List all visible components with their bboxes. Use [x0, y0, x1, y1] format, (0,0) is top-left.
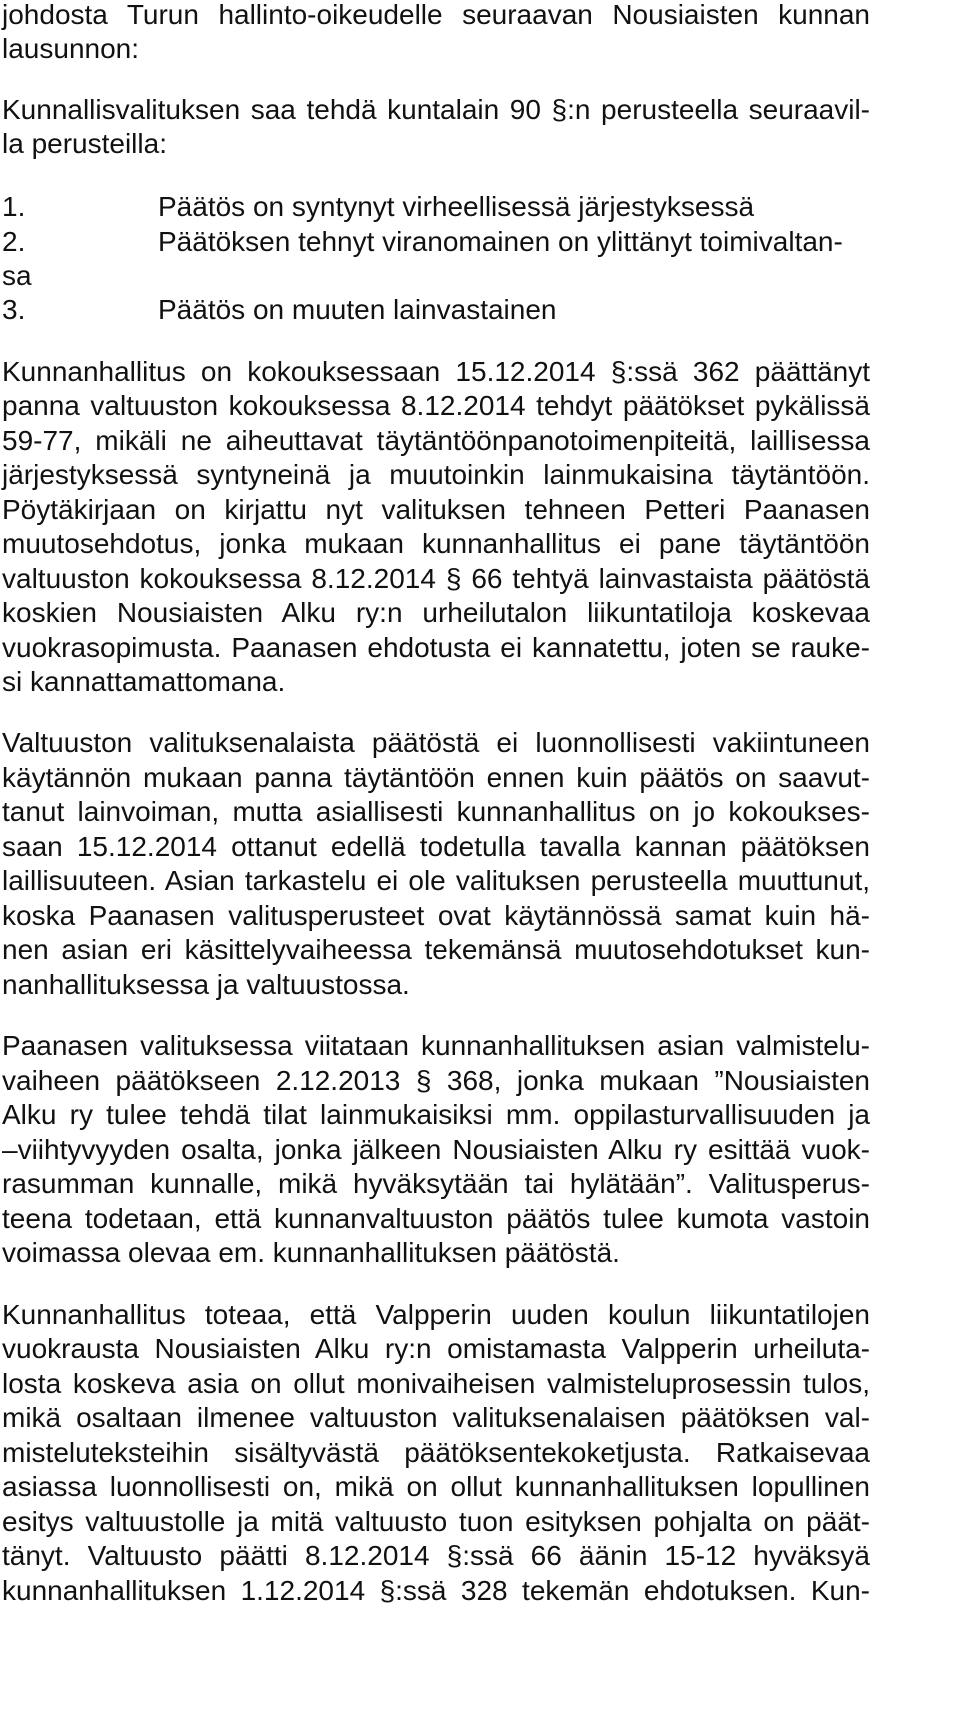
paragraph-line: järjestyksessä syntyneinä ja muutoinkin lainmukaisina täytäntöön. — [2, 459, 870, 490]
list-number: 2. — [2, 226, 26, 257]
paragraph-line: la perusteilla: — [2, 128, 167, 159]
paragraph-line: Paanasen valituksessa viitataan kunnanhallituksen asian valmistelu- — [2, 1030, 870, 1061]
paragraph-line: 59-77, mikäli ne aiheuttavat täytäntöönpanotoimenpiteitä, laillisessa — [2, 425, 870, 456]
paragraph-line: nen asian eri käsittelyvaiheessa tekemänsä muutosehdotukset kun- — [2, 934, 870, 965]
list-item-text: Päätöksen tehnyt viranomainen on ylittänyt toimivaltan- — [158, 226, 843, 257]
list-item-continuation: sa — [2, 260, 32, 291]
paragraph-line: Pöytäkirjaan on kirjattu nyt valituksen tehneen Petteri Paanasen — [2, 494, 870, 525]
list-number: 1. — [2, 191, 26, 222]
paragraph-line: nanhallituksessa ja valtuustossa. — [2, 969, 410, 1000]
paragraph-line: tanut lainvoiman, mutta asiallisesti kunnanhallitus on jo kokoukses- — [2, 796, 870, 827]
paragraph-line: Kunnallisvalituksen saa tehdä kuntalain 90 §:n perusteella seuraavil- — [2, 94, 870, 125]
paragraph-line: mikä osaltaan ilmenee valtuuston valituksenalaisen päätöksen val- — [2, 1402, 870, 1433]
paragraph-line: lausunnon: — [2, 33, 140, 64]
paragraph-line: muutosehdotus, jonka mukaan kunnanhallitus ei pane täytäntöön — [2, 528, 870, 559]
list-item-text: Päätös on muuten lainvastainen — [158, 294, 557, 325]
paragraph-line: valtuuston kokouksessa 8.12.2014 § 66 tehtyä lainvastaista päätöstä — [2, 563, 870, 594]
paragraph-line: Alku ry tulee tehdä tilat lainmukaisiksi mm. oppilasturvallisuuden ja — [2, 1099, 870, 1130]
paragraph-line: vuokrasopimusta. Paanasen ehdotusta ei kannatettu, joten se rauke- — [2, 632, 870, 663]
paragraph-line: koskien Nousiaisten Alku ry:n urheilutalon liikuntatiloja koskevaa — [2, 597, 870, 628]
paragraph-line: johdosta Turun hallinto-oikeudelle seuraavan Nousiaisten kunnan — [2, 0, 870, 30]
paragraph-line: losta koskeva asia on ollut monivaiheisen valmisteluprosessin tulos, — [2, 1368, 870, 1399]
list-item-text: Päätös on syntynyt virheellisessä järjestyksessä — [158, 191, 755, 222]
paragraph-line: Kunnanhallitus toteaa, että Valpperin uuden koulun liikuntatilojen — [2, 1299, 870, 1330]
paragraph-line: saan 15.12.2014 ottanut edellä todetulla tavalla kannan päätöksen — [2, 831, 870, 862]
paragraph-line: esitys valtuustolle ja mitä valtuusto tuon esityksen pohjalta on päät- — [2, 1506, 870, 1537]
paragraph-line: laillisuuteen. Asian tarkastelu ei ole valituksen perusteella muuttunut, — [2, 865, 870, 896]
paragraph-line: Kunnanhallitus on kokouksessaan 15.12.2014 §:ssä 362 päättänyt — [2, 356, 870, 387]
paragraph-line: tänyt. Valtuusto päätti 8.12.2014 §:ssä 66 äänin 15-12 hyväksyä — [2, 1540, 870, 1571]
paragraph-line: Valtuuston valituksenalaista päätöstä ei luonnollisesti vakiintuneen — [2, 727, 870, 758]
paragraph-line: teena todetaan, että kunnanvaltuuston päätös tulee kumota vastoin — [2, 1203, 870, 1234]
paragraph-line: vaiheen päätökseen 2.12.2013 § 368, jonka mukaan ”Nousiaisten — [2, 1065, 870, 1096]
paragraph-line: kunnanhallituksen 1.12.2014 §:ssä 328 tekemän ehdotuksen. Kun- — [2, 1575, 870, 1606]
paragraph-line: käytännön mukaan panna täytäntöön ennen kuin päätös on saavut- — [2, 762, 870, 793]
paragraph-line: si kannattamattomana. — [2, 666, 286, 697]
paragraph-line: rasumman kunnalle, mikä hyväksytään tai hylätään”. Valitusperus- — [2, 1168, 870, 1199]
paragraph-line: misteluteksteihin sisältyvästä päätöksentekoketjusta. Ratkaisevaa — [2, 1437, 870, 1468]
paragraph-line: panna valtuuston kokouksessa 8.12.2014 tehdyt päätökset pykälissä — [2, 390, 870, 421]
list-number: 3. — [2, 294, 26, 325]
paragraph-line: –viihtyvyyden osalta, jonka jälkeen Nousiaisten Alku ry esittää vuok- — [2, 1134, 870, 1165]
paragraph-line: voimassa olevaa em. kunnanhallituksen päätöstä. — [2, 1237, 620, 1268]
paragraph-line: koska Paanasen valitusperusteet ovat käytännössä samat kuin hä- — [2, 900, 870, 931]
paragraph-line: vuokrausta Nousiaisten Alku ry:n omistamasta Valpperin urheiluta- — [2, 1333, 870, 1364]
paragraph-line: asiassa luonnollisesti on, mikä on ollut kunnanhallituksen lopullinen — [2, 1471, 870, 1502]
